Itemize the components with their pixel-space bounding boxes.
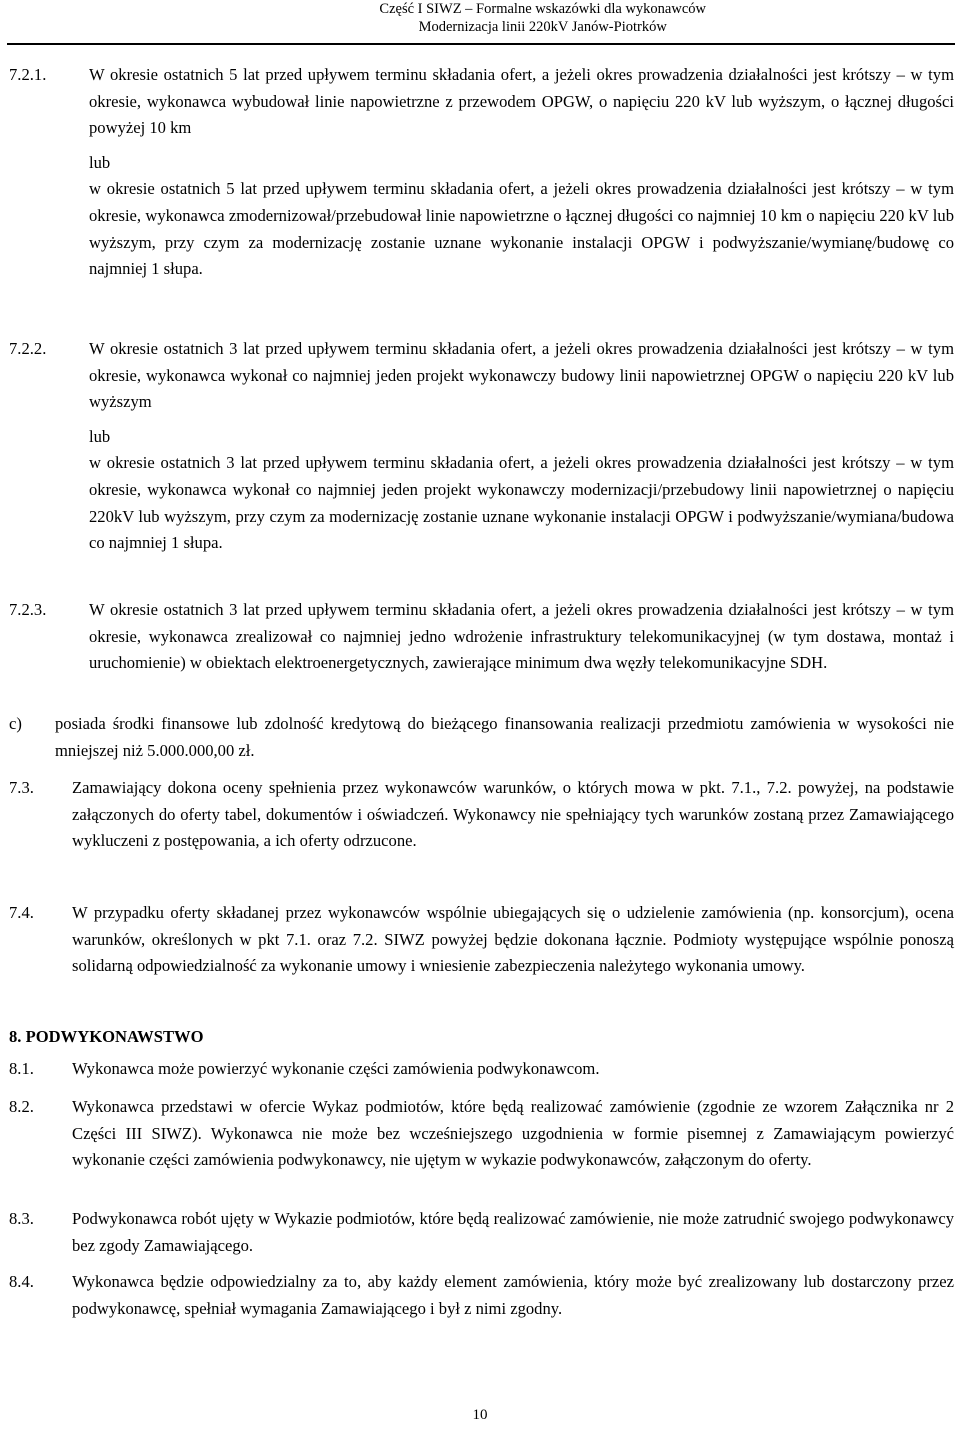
item-number-7-2-3: 7.2.3.: [9, 600, 47, 619]
page-number: 10: [472, 1407, 488, 1423]
item-7-2-2-para2: w okresie ostatnich 3 lat przed upływem terminu składania ofert, a jeżeli okres prowadzenia działalności jest krótszy – w tym okresie, wykonawca wykonał co najmniej jeden projekt wykonawczy modernizacji/przebudowy linii napowietrznej o napięciu 220kV lub wyższym, przy czym za modernizację zostanie uznane wykonanie instalacji OPGW i podwyższanie/wymiana/budowa co najmniej 1 słupa.: [89, 453, 954, 553]
item-number-8-4: 8.4.: [9, 1272, 34, 1291]
item-7-4-para1: W przypadku oferty składanej przez wykonawców wspólnie ubiegających się o udzielenie zamówienia (np. konsorcjum), ocena warunków, określonych w pkt 7.1. oraz 7.2. SIWZ powyżej będzie dokonana łącznie. Podmioty występujące wspólnie ponoszą solidarną odpowiedzialność za wykonanie umowy i wniesienie zabezpieczenia należytego wykonania umowy.: [72, 903, 954, 976]
item-7-3-para1: Zamawiający dokona oceny spełnienia przez wykonawców warunków, o których mowa w pkt. 7.1., 7.2. powyżej, na podstawie załączonych do oferty tabel, dokumentów i oświadczeń. Wykonawcy nie spełniający tych warunków zostaną przez Zamawiającego wykluczeni z postępowania, a ich oferty odrzucone.: [72, 778, 954, 851]
item-7-2-1-para2: w okresie ostatnich 5 lat przed upływem terminu składania ofert, a jeżeli okres prowadzenia działalności jest krótszy – w tym okresie, wykonawca zmodernizował/przebudował linie napowietrzne o łącznej długości co najmniej 10 km o napięciu 220 kV lub wyższym, przy czym za modernizację zostanie uznane wykonanie instalacji OPGW i podwyższanie/wymianę/budowę co najmniej 1 słupa.: [89, 179, 954, 279]
item-number-7-3: 7.3.: [9, 778, 34, 797]
item-8-3: [72, 1206, 954, 1259]
item-c-para1: posiada środki finansowe lub zdolność kredytową do bieżącego finansowania realizacji przedmiotu zamówienia w wysokości nie mniejszej niż 5.000.000,00 zł.: [55, 714, 954, 760]
item-7-2-2-or: lub: [89, 426, 111, 446]
item-7-2-1-or: lub: [89, 152, 111, 172]
header-divider: [7, 43, 955, 45]
item-7-2-3-para1: W okresie ostatnich 3 lat przed upływem terminu składania ofert, a jeżeli okres prowadzenia działalności jest krótszy – w tym okresie, wykonawca zrealizował co najmniej jedno wdrożenie infrastruktury telekomunikacyjnej (w tym dostawa, montaż i uruchomienie) w obiektach elektroenergetycznych, zawierające minimum dwa węzły telekomunikacyjne SDH.: [89, 600, 954, 673]
item-8-4-para1: Wykonawca będzie odpowiedzialny za to, aby każdy element zamówienia, który może być zrealizowany lub dostarczony przez podwykonawcę, spełniał wymagania Zamawiającego i był z nimi zgodny.: [72, 1272, 954, 1318]
item-7-2-2-para1: W okresie ostatnich 3 lat przed upływem terminu składania ofert, a jeżeli okres prowadzenia działalności jest krótszy – w tym okresie, wykonawca wykonał co najmniej jeden projekt wykonawczy budowy linii napowietrznej OPGW o napięciu 220 kV lub wyższym: [89, 339, 954, 412]
document-header: [379, 0, 706, 36]
item-number-8-1: 8.1.: [9, 1059, 34, 1078]
item-7-2-3: [89, 597, 954, 677]
item-8-1: [72, 1056, 954, 1083]
item-number-7-2-1: 7.2.1.: [9, 65, 47, 84]
item-7-2-1: [89, 62, 954, 283]
item-8-1-para1: Wykonawca może powierzyć wykonanie części zamówienia podwykonawcom.: [72, 1059, 600, 1078]
item-number-8-3: 8.3.: [9, 1209, 34, 1228]
item-number-7-4: 7.4.: [9, 903, 34, 922]
item-8-2: [72, 1094, 954, 1174]
item-8-4: [72, 1269, 954, 1322]
section-title-8: 8. PODWYKONAWSTWO: [9, 1027, 204, 1046]
item-8-2-para1: Wykonawca przedstawi w ofercie Wykaz podmiotów, które będą realizować zamówienie (zgodnie ze wzorem Załącznika nr 2 Części III SIWZ). Wykonawca nie może bez wcześniejszego uzgodnienia w formie pisemnej z Zamawiającym powierzyć wykonanie części zamówienia podwykonawcy, nie ujętym w wykazie podwykonawców, załączonym do oferty.: [72, 1097, 954, 1170]
item-number-c: c): [9, 714, 22, 733]
item-c: [55, 711, 954, 764]
item-7-4: [72, 900, 954, 980]
item-7-2-1-para1: W okresie ostatnich 5 lat przed upływem terminu składania ofert, a jeżeli okres prowadzenia działalności jest krótszy – w tym okresie, wykonawca wybudował linie napowietrzne z przewodem OPGW, o napięciu 220 kV lub wyższym, o łącznej długości powyżej 10 km: [89, 65, 954, 138]
item-8-3-para1: Podwykonawca robót ujęty w Wykazie podmiotów, które będą realizować zamówienie, nie może zatrudnić swojego podwykonawcy bez zgody Zamawiającego.: [72, 1209, 954, 1255]
item-number-7-2-2: 7.2.2.: [9, 339, 47, 358]
header-title: Część I SIWZ – Formalne wskazówki dla wykonawców: [379, 1, 706, 17]
item-number-8-2: 8.2.: [9, 1097, 34, 1116]
item-7-2-2: [89, 336, 954, 557]
item-7-3: [72, 775, 954, 855]
header-subtitle: Modernizacja linii 220kV Janów-Piotrków: [418, 19, 667, 35]
